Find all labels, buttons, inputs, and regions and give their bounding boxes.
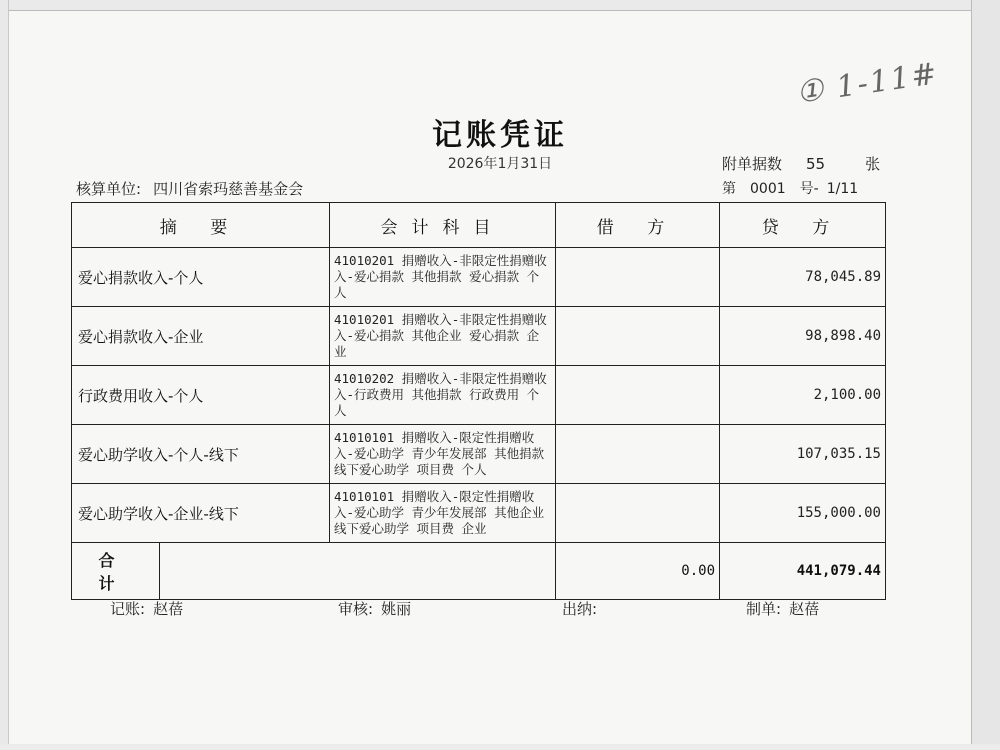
- voucher-number: [722, 178, 858, 198]
- total-blank: [160, 543, 556, 600]
- table-row: [72, 307, 886, 366]
- row-debit: [556, 425, 720, 484]
- reviewer-signature: [338, 598, 411, 619]
- voucher-number-suffix: 号-: [799, 181, 819, 197]
- attachments-info: [722, 153, 880, 174]
- reviewer-label: 审核:: [338, 600, 374, 618]
- voucher-table: [71, 202, 886, 600]
- preparer-signature: [746, 598, 819, 619]
- header-debit: 借 方: [556, 203, 720, 248]
- row-credit: 2,100.00: [720, 366, 886, 425]
- row-summary: 爱心助学收入-个人-线下: [72, 425, 330, 484]
- cashier-label: 出纳:: [562, 600, 598, 618]
- total-label: 合 计: [72, 543, 160, 600]
- table-header-row: [72, 203, 886, 248]
- header-summary: 摘 要: [72, 203, 330, 248]
- attachments-count: 55: [806, 155, 826, 173]
- cashier-signature: [562, 598, 605, 619]
- row-debit: [556, 307, 720, 366]
- attachments-label: 附单据数: [722, 155, 783, 173]
- page-edge-top: [0, 0, 1000, 11]
- row-account: 41010101 捐赠收入-限定性捐赠收入-爱心助学 青少年发展部 其他企业 线下爱心助学 项目费 企业: [330, 484, 556, 543]
- voucher-page: 1/11: [826, 181, 859, 197]
- voucher-number-prefix: 第: [722, 181, 736, 197]
- row-debit: [556, 484, 720, 543]
- bookkeeper-signature: [110, 598, 183, 619]
- row-credit: 107,035.15: [720, 425, 886, 484]
- voucher-number-value: 0001: [750, 181, 786, 197]
- bookkeeper-label: 记账:: [110, 600, 146, 618]
- header-account: 会计科目: [330, 203, 556, 248]
- row-credit: 78,045.89: [720, 248, 886, 307]
- total-debit: 0.00: [556, 543, 720, 600]
- voucher-date: 2026年1月31日: [447, 156, 553, 172]
- total-row: [72, 543, 886, 600]
- table-row: [72, 425, 886, 484]
- row-debit: [556, 248, 720, 307]
- page-edge-bottom: [0, 744, 1000, 750]
- accounting-unit: [76, 178, 303, 199]
- row-summary: 爱心捐款收入-个人: [72, 248, 330, 307]
- row-account: 41010101 捐赠收入-限定性捐赠收入-爱心助学 青少年发展部 其他捐款 线下爱心助学 项目费 个人: [330, 425, 556, 484]
- row-summary: 爱心助学收入-企业-线下: [72, 484, 330, 543]
- preparer-name: 赵蓓: [789, 600, 820, 618]
- row-summary: 爱心捐款收入-企业: [72, 307, 330, 366]
- row-account: 41010202 捐赠收入-非限定性捐赠收入-行政费用 其他捐款 行政费用 个人: [330, 366, 556, 425]
- accounting-unit-label: 核算单位:: [76, 180, 142, 198]
- bookkeeper-name: 赵蓓: [153, 600, 184, 618]
- preparer-label: 制单:: [746, 600, 782, 618]
- row-debit: [556, 366, 720, 425]
- total-credit: 441,079.44: [720, 543, 886, 600]
- accounting-unit-name: 四川省索玛慈善基金会: [153, 180, 304, 198]
- row-summary: 行政费用收入-个人: [72, 366, 330, 425]
- voucher-title: 记账凭证: [432, 118, 568, 153]
- attachments-unit: 张: [865, 155, 881, 173]
- handwritten-note: ① 1-11#: [794, 56, 941, 111]
- table-row: [72, 366, 886, 425]
- row-account: 41010201 捐赠收入-非限定性捐赠收入-爱心捐款 其他企业 爱心捐款 企业: [330, 307, 556, 366]
- reviewer-name: 姚丽: [381, 600, 412, 618]
- row-credit: 98,898.40: [720, 307, 886, 366]
- table-row: [72, 248, 886, 307]
- header-credit: 贷 方: [720, 203, 886, 248]
- row-credit: 155,000.00: [720, 484, 886, 543]
- row-account: 41010201 捐赠收入-非限定性捐赠收入-爱心捐款 其他捐款 爱心捐款 个人: [330, 248, 556, 307]
- table-row: [72, 484, 886, 543]
